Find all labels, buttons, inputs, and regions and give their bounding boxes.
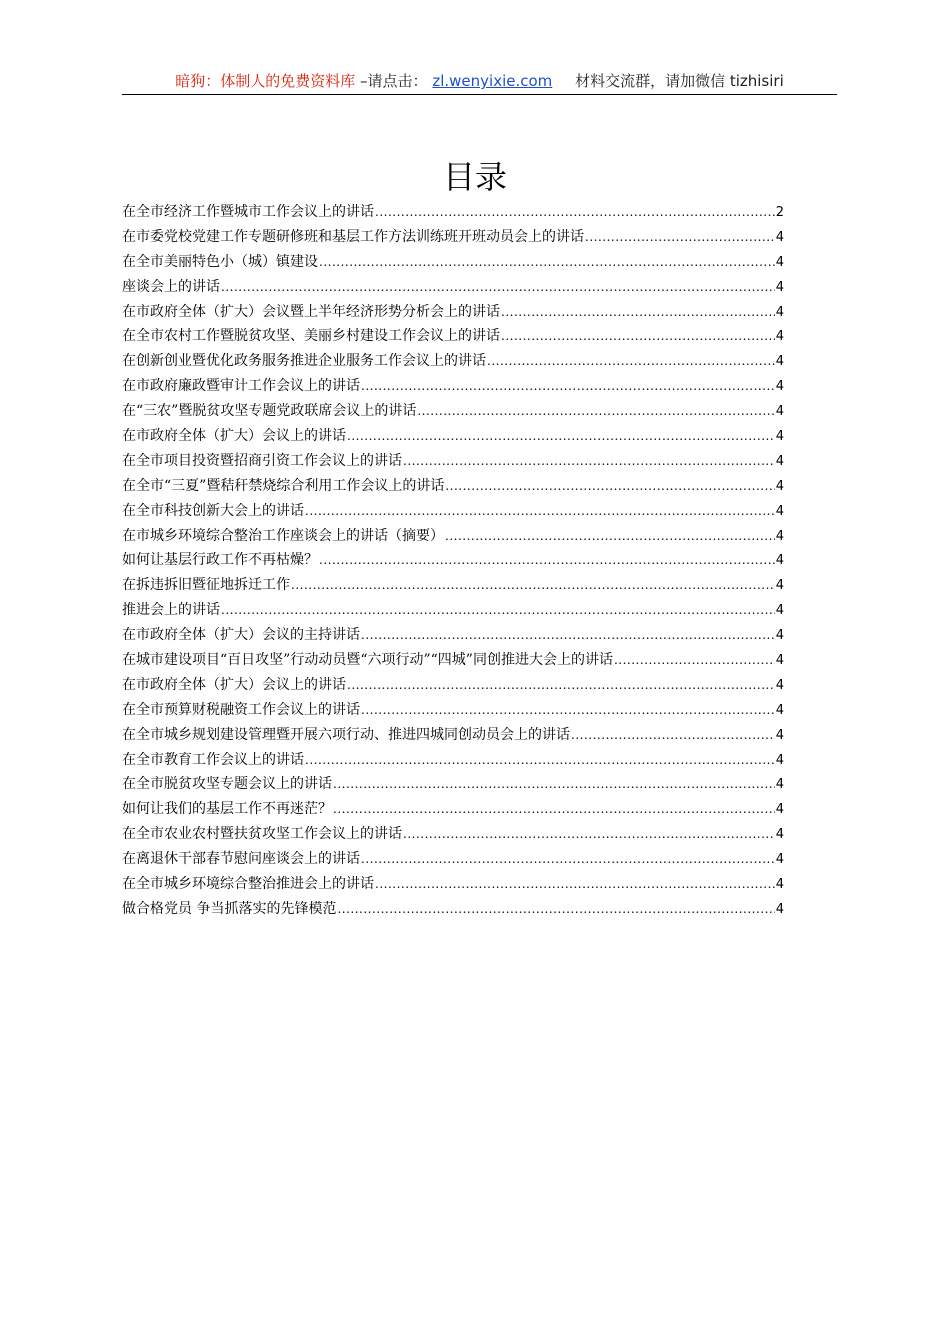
toc-entry-title: 在全市预算财税融资工作会议上的讲话 [122, 701, 360, 718]
toc-dot-leader [445, 524, 775, 549]
toc-dot-leader [585, 225, 775, 250]
toc-dot-leader [417, 399, 774, 424]
toc-entry[interactable] [122, 349, 784, 374]
toc-entry[interactable] [122, 673, 784, 698]
header-contact: 材料交流群，请加微信 tizhisiri [575, 72, 784, 90]
toc-entry-title: 在“三农”暨脱贫攻坚专题党政联席会议上的讲话 [122, 403, 417, 420]
toc-dot-leader [347, 673, 775, 698]
toc-dot-leader [487, 349, 775, 374]
toc-entry[interactable] [122, 225, 784, 250]
toc-entry[interactable] [122, 772, 784, 797]
toc-entry-page: 4 [775, 628, 784, 644]
toc-entry-page: 4 [775, 429, 784, 445]
toc-entry[interactable] [122, 300, 784, 325]
toc-dot-leader [305, 748, 775, 773]
toc-entry-title: 在市政府廉政暨审计工作会议上的讲话 [122, 378, 360, 395]
toc-entry[interactable] [122, 573, 784, 598]
toc-entry[interactable] [122, 847, 784, 872]
toc-dot-leader [319, 250, 775, 275]
toc-entry-page: 4 [775, 603, 784, 619]
toc-entry[interactable] [122, 897, 784, 922]
toc-entry-title: 在全市城乡环境综合整治推进会上的讲话 [122, 876, 374, 893]
toc-dot-leader [337, 897, 774, 922]
toc-entry-page: 4 [775, 254, 784, 270]
toc-entry[interactable] [122, 524, 784, 549]
toc-dot-leader [361, 847, 775, 872]
toc-entry[interactable] [122, 424, 784, 449]
toc-entry-page: 2 [775, 205, 784, 220]
toc-dot-leader [333, 797, 775, 822]
toc-entry-page: 4 [775, 677, 784, 693]
toc-entry-title: 在城市建设项目“百日攻坚”行动动员暨“六项行动”“四城”同创推进大会上的讲话 [122, 652, 613, 669]
toc-entry-page: 4 [775, 453, 784, 469]
toc-entry-title: 在创新创业暨优化政务服务推进企业服务工作会议上的讲话 [122, 353, 486, 370]
toc-entry-title: 在离退休干部春节慰问座谈会上的讲话 [122, 851, 360, 868]
toc-dot-leader [333, 772, 775, 797]
toc-entry-page: 4 [775, 752, 784, 768]
toc-entry-page: 4 [775, 827, 784, 843]
toc-entry-title: 座谈会上的讲话 [122, 278, 220, 295]
toc-dot-leader [571, 723, 775, 748]
toc-entry[interactable] [122, 324, 784, 349]
toc-entry-title: 在拆违拆旧暨征地拆迁工作 [122, 577, 290, 594]
toc-entry[interactable] [122, 872, 784, 897]
toc-entry-title: 在全市经济工作暨城市工作会议上的讲话 [122, 204, 374, 220]
toc-entry-title: 在全市科技创新大会上的讲话 [122, 502, 304, 519]
toc-dot-leader [221, 598, 775, 623]
header-link[interactable]: zl.wenyixie.com [432, 72, 553, 90]
toc-dot-leader [445, 474, 774, 499]
toc-entry[interactable] [122, 598, 784, 623]
toc-dot-leader [403, 822, 775, 847]
toc-entry-title: 在全市美丽特色小（城）镇建设 [122, 253, 318, 270]
toc-dot-leader [403, 449, 775, 474]
toc-entry-page: 4 [775, 528, 784, 544]
page-header [122, 70, 837, 95]
toc-dot-leader [501, 324, 775, 349]
toc-entry-page: 4 [775, 727, 784, 743]
toc-entry-page: 4 [775, 329, 784, 345]
toc-entry[interactable] [122, 822, 784, 847]
toc-entry-title: 在全市农业农村暨扶贫攻坚工作会议上的讲话 [122, 826, 402, 843]
toc-entry-page: 4 [775, 578, 784, 594]
toc-entry-page: 4 [775, 702, 784, 718]
toc-entry-title: 在全市项目投资暨招商引资工作会议上的讲话 [122, 452, 402, 469]
toc-entry-page: 4 [775, 802, 784, 818]
toc-dot-leader [291, 573, 775, 598]
toc-entry-title: 在市城乡环境综合整治工作座谈会上的讲话（摘要） [122, 527, 444, 544]
toc-dot-leader [361, 698, 775, 723]
toc-entry-title: 在全市教育工作会议上的讲话 [122, 751, 304, 768]
toc-dot-leader [221, 275, 775, 300]
toc-entry-page: 4 [775, 553, 784, 569]
toc-entry-page: 4 [775, 478, 784, 494]
toc-entry[interactable] [122, 200, 784, 225]
toc-entry-page: 4 [775, 379, 784, 395]
toc-entry[interactable] [122, 548, 784, 573]
toc-dot-leader [305, 499, 775, 524]
toc-dot-leader [375, 200, 775, 225]
toc-entry-title: 在市政府全体（扩大）会议的主持讲话 [122, 627, 360, 644]
toc-entry[interactable] [122, 623, 784, 648]
toc-entry-page: 4 [775, 777, 784, 793]
toc-entry[interactable] [122, 250, 784, 275]
toc-dot-leader [347, 424, 775, 449]
toc-entry[interactable] [122, 474, 784, 499]
toc-entry-page: 4 [775, 404, 784, 420]
toc-entry-page: 4 [775, 503, 784, 519]
toc-entry[interactable] [122, 698, 784, 723]
toc-entry-page: 4 [775, 901, 784, 917]
toc-entry-page: 4 [775, 229, 784, 245]
toc-entry[interactable] [122, 399, 784, 424]
toc-entry-title: 在全市“三夏”暨秸秆禁烧综合利用工作会议上的讲话 [122, 477, 445, 494]
header-brand: 暗狗：体制人的免费资料库 [175, 72, 356, 90]
toc-dot-leader [361, 374, 775, 399]
toc-entry[interactable] [122, 748, 784, 773]
toc-entry-title: 在全市脱贫攻坚专题会议上的讲话 [122, 776, 332, 793]
toc-dot-leader [501, 300, 775, 325]
toc-entry[interactable] [122, 449, 784, 474]
toc-entry-title: 在市委党校党建工作专题研修班和基层工作方法训练班开班动员会上的讲话 [122, 228, 584, 245]
toc-entry-page: 4 [775, 852, 784, 868]
toc-entry[interactable] [122, 797, 784, 822]
toc-entry-title: 在市政府全体（扩大）会议上的讲话 [122, 428, 346, 445]
toc-entry-title: 在市政府全体（扩大）会议上的讲话 [122, 676, 346, 693]
toc-entry-page: 4 [775, 877, 784, 893]
toc-entry-page: 4 [775, 279, 784, 295]
toc-entry[interactable] [122, 275, 784, 300]
toc-entry[interactable] [122, 374, 784, 399]
toc-entry[interactable] [122, 723, 784, 748]
toc-entry-page: 4 [775, 304, 784, 320]
toc-title: 目录 [442, 158, 507, 196]
toc-entry-title: 做合格党员 争当抓落实的先锋模范 [122, 900, 337, 917]
toc-dot-leader [614, 648, 775, 673]
toc-dot-leader [375, 872, 775, 897]
toc-entry-title: 在全市城乡规划建设管理暨开展六项行动、推进四城同创动员会上的讲话 [122, 726, 570, 743]
toc-dot-leader [361, 623, 775, 648]
header-prompt: –请点击： [360, 72, 428, 90]
toc-entry[interactable] [122, 648, 784, 673]
toc-entry-title: 推进会上的讲话 [122, 602, 220, 619]
toc-entry[interactable] [122, 499, 784, 524]
toc-entry-title: 在全市农村工作暨脱贫攻坚、美丽乡村建设工作会议上的讲话 [122, 328, 500, 345]
toc-entry-title: 如何让我们的基层工作不再迷茫？ [122, 801, 332, 818]
table-of-contents [122, 200, 784, 922]
toc-entry-title: 在市政府全体（扩大）会议暨上半年经济形势分析会上的讲话 [122, 303, 500, 320]
toc-dot-leader [319, 548, 775, 573]
toc-entry-title: 如何让基层行政工作不再枯燥？ [122, 552, 318, 569]
toc-entry-page: 4 [775, 653, 784, 669]
toc-entry-page: 4 [775, 354, 784, 370]
